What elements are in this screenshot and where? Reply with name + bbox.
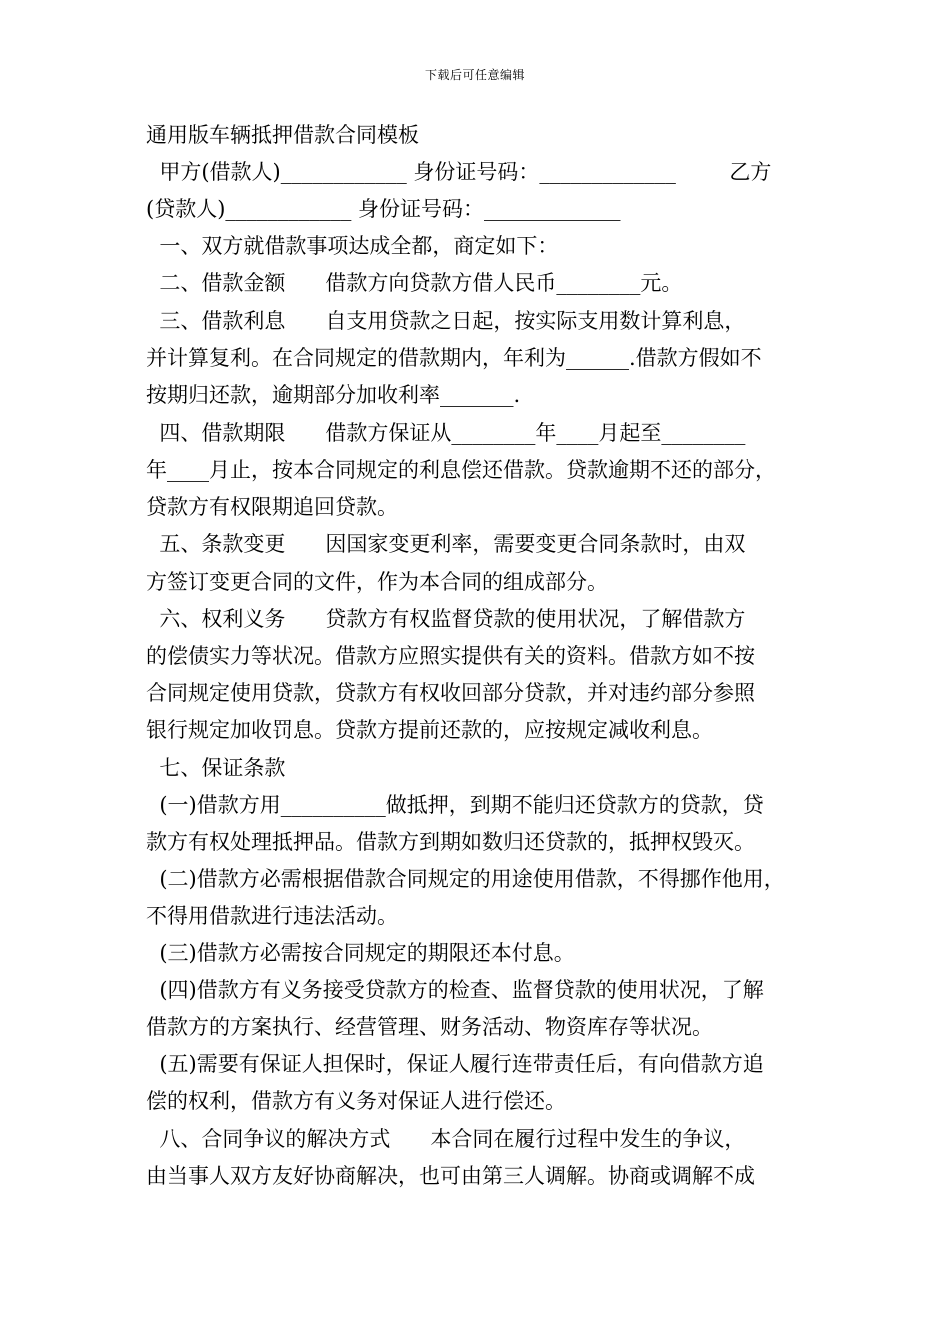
text-line: (五)需要有保证人担保时，保证人履行连带责任后，有向借款方追	[146, 1052, 764, 1076]
text-line: 借款方的方案执行、经营管理、财务活动、物资库存等状况。	[146, 1015, 713, 1039]
text-line: (二)借款方必需根据借款合同规定的用途使用借款，不得挪作他用，	[146, 867, 785, 891]
text-line: 款方有权处理抵押品。借款方到期如数归还贷款的，抵押权毁灭。	[146, 830, 755, 854]
contract-title: 通用版车辆抵押借款合同模板	[146, 123, 419, 147]
text-line: 六、权利义务 贷款方有权监督贷款的使用状况，了解借款方	[146, 607, 746, 631]
text-line: 三、借款利息 自支用贷款之日起，按实际支用数计算利息，	[146, 309, 746, 333]
text-line: 不得用借款进行违法活动。	[146, 904, 398, 928]
text-line: 贷款方有权限期追回贷款。	[146, 495, 398, 519]
text-line: 五、条款变更 因国家变更利率，需要变更合同条款时，由双	[146, 532, 746, 556]
text-line: 合同规定使用贷款，贷款方有权收回部分贷款，并对违约部分参照	[146, 681, 755, 705]
text-line: (贷款人)____________ 身份证号码：_____________	[146, 197, 621, 221]
text-line: 二、借款金额 借款方向贷款方借人民币________元。	[146, 271, 683, 295]
text-line: 的偿债实力等状况。借款方应照实提供有关的资料。借款方如不按	[146, 644, 755, 668]
text-line: 并计算复利。在合同规定的借款期内，年利为______.借款方假如不	[146, 346, 762, 370]
text-line: (四)借款方有义务接受贷款方的检查、监督贷款的使用状况，了解	[146, 978, 764, 1002]
text-line: 一、双方就借款事项达成全都，商定如下：	[146, 234, 559, 258]
text-line: (三)借款方必需按合同规定的期限还本付息。	[146, 941, 575, 965]
text-line: 八、合同争议的解决方式 本合同在履行过程中发生的争议，	[146, 1127, 746, 1151]
text-line: 偿的权利，借款方有义务对保证人进行偿还。	[146, 1089, 566, 1113]
text-line: 由当事人双方友好协商解决，也可由第三人调解。协商或调解不成	[146, 1164, 755, 1188]
text-line: 七、保证条款	[146, 756, 286, 780]
text-line: 方签订变更合同的文件，作为本合同的组成部分。	[146, 570, 608, 594]
text-line: 甲方(借款人)____________ 身份证号码：_____________ 乙方	[146, 160, 772, 184]
text-line: 按期归还款，逾期部分加收利率_______.	[146, 383, 521, 407]
text-line: 年____月止，按本合同规定的利息偿还借款。贷款逾期不还的部分，	[146, 458, 776, 482]
text-line: 四、借款期限 借款方保证从________年____月起至________	[146, 421, 746, 445]
text-line: (一)借款方用__________做抵押，到期不能归还贷款方的贷款，贷	[146, 793, 764, 817]
page-header-note: 下载后可任意编辑	[424, 68, 525, 82]
text-line: 银行规定加收罚息。贷款方提前还款的，应按规定减收利息。	[146, 718, 713, 742]
